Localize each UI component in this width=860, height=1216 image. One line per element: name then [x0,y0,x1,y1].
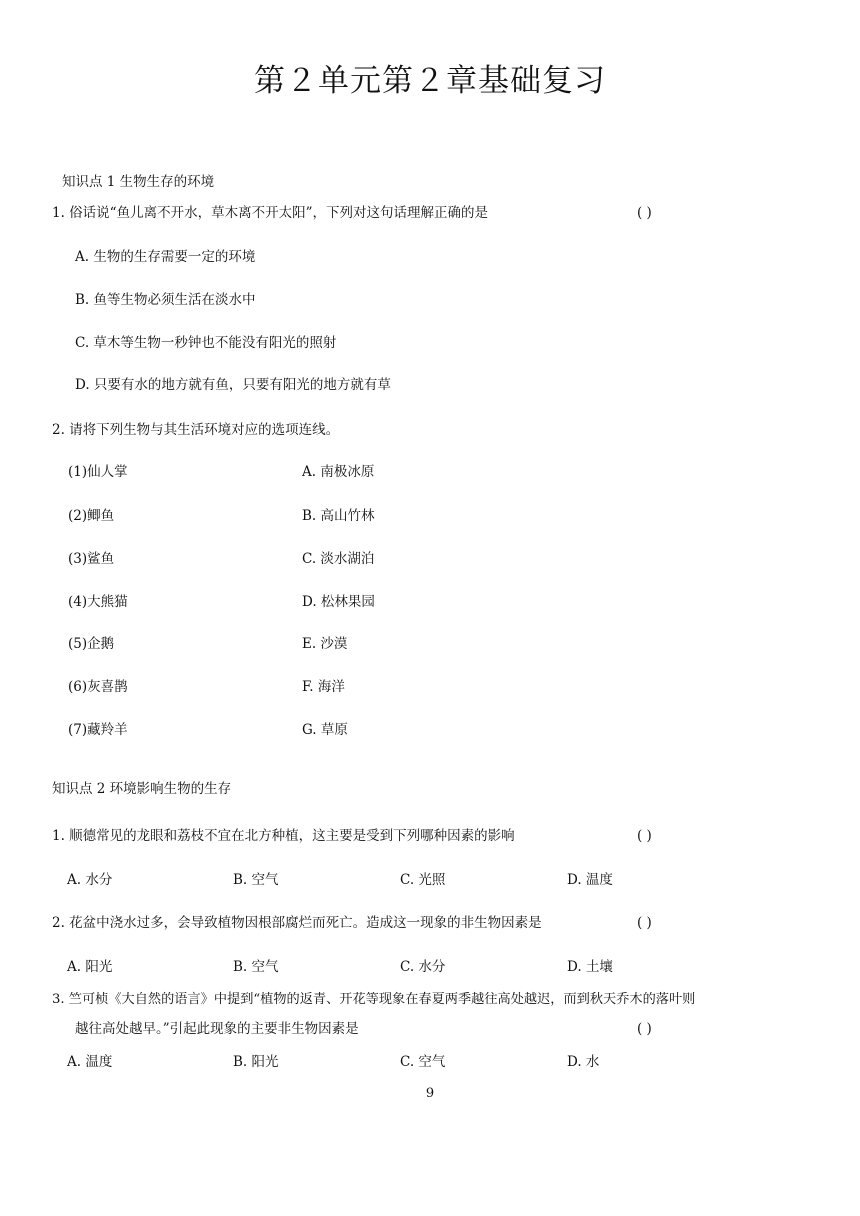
habitat-item: A. 南极冰原 [302,464,375,480]
habitat-item: B. 高山竹林 [302,508,375,524]
option-a: A. 水分 [67,872,113,888]
answer-parens: ( ) [637,1021,652,1037]
organism-item: (3)鲨鱼 [68,551,115,567]
option-a: A. 温度 [67,1054,113,1070]
organism-item: (4)大熊猫 [68,594,128,610]
habitat-item: C. 淡水湖泊 [302,551,375,567]
option-d: D. 土壤 [567,959,613,975]
section-heading-2: 知识点 2 环境影响生物的生存 [52,781,232,797]
option-b: B. 鱼等生物必须生活在淡水中 [75,292,256,308]
question-2-2-text: 2. 花盆中浇水过多，会导致植物因根部腐烂而死亡。造成这一现象的非生物因素是 [52,915,542,931]
organism-item: (7)藏羚羊 [68,722,128,738]
habitat-item: D. 松林果园 [302,594,375,610]
organism-item: (2)鲫鱼 [68,508,115,524]
answer-parens: ( ) [637,915,652,931]
option-c: C. 空气 [400,1054,446,1070]
option-a: A. 阳光 [67,959,113,975]
option-c: C. 水分 [400,959,446,975]
option-c: C. 草木等生物一秒钟也不能没有阳光的照射 [75,335,337,351]
answer-parens: ( ) [637,828,652,844]
option-b: B. 空气 [233,872,279,888]
question-1-2-text: 2. 请将下列生物与其生活环境对应的选项连线。 [52,422,340,438]
habitat-item: F. 海洋 [302,679,345,695]
option-b: B. 空气 [233,959,279,975]
option-d: D. 温度 [567,872,613,888]
option-a: A. 生物的生存需要一定的环境 [75,249,256,265]
page-number: 9 [425,1086,435,1101]
section-heading-1: 知识点 1 生物生存的环境 [62,174,215,190]
question-2-3-text: 3. 竺可桢《大自然的语言》中提到“植物的返青、开花等现象在春夏两季越往高处越迟，而到秋天乔木的落叶则 [52,992,696,1007]
organism-item: (6)灰喜鹊 [68,679,128,695]
question-2-3-text-cont: 越往高处越早。”引起此现象的主要非生物因素是 [75,1021,359,1037]
question-2-1-text: 1. 顺德常见的龙眼和荔枝不宜在北方种植，这主要是受到下列哪种因素的影响 [52,828,515,844]
organism-item: (1)仙人掌 [68,464,128,480]
question-1-1-text: 1. 俗话说“鱼儿离不开水，草木离不开太阳”，下列对这句话理解正确的是 [52,205,488,221]
answer-parens: ( ) [637,205,652,221]
option-c: C. 光照 [400,872,446,888]
option-d: D. 水 [567,1054,600,1070]
habitat-item: E. 沙漠 [302,636,348,652]
option-b: B. 阳光 [233,1054,279,1070]
option-d: D. 只要有水的地方就有鱼，只要有阳光的地方就有草 [75,377,391,393]
habitat-item: G. 草原 [302,722,348,738]
page-title: 第２单元第２章基础复习 [254,63,606,99]
organism-item: (5)企鹅 [68,636,115,652]
